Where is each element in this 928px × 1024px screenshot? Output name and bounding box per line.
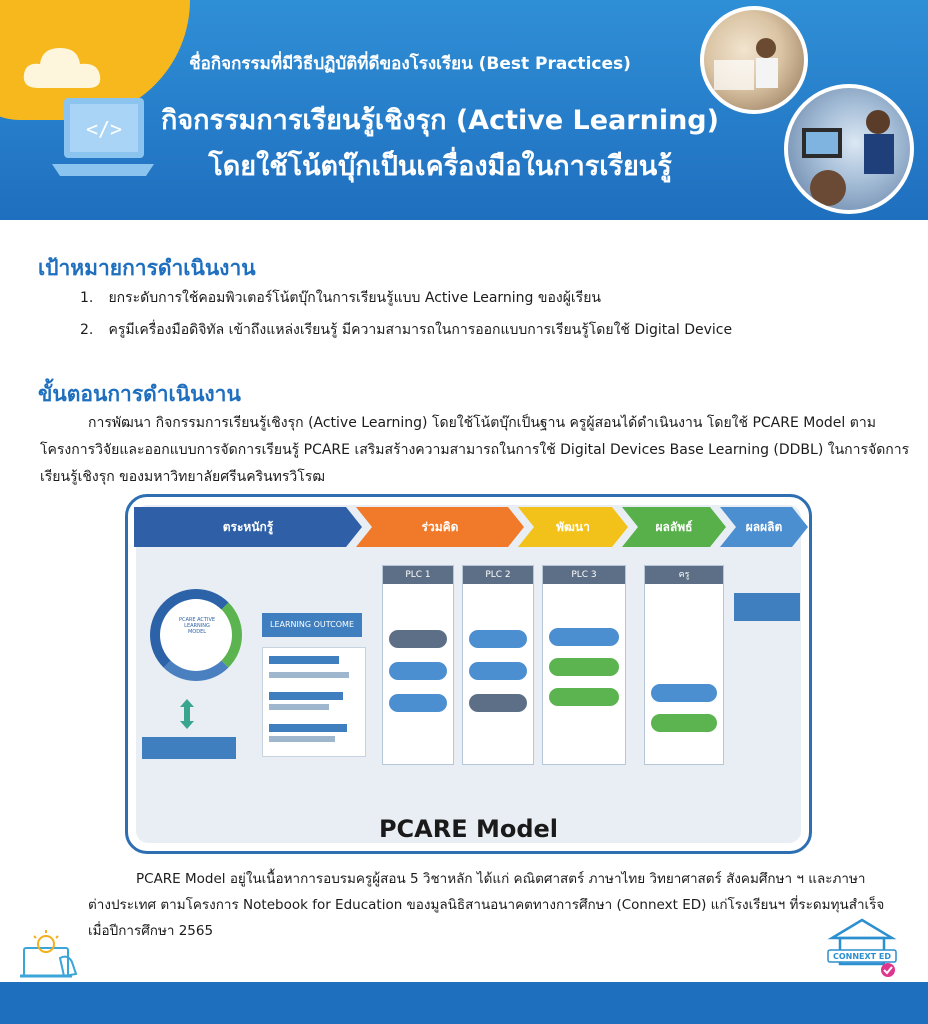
plc-column-2: [462, 565, 534, 765]
steps-heading: ขั้นตอนการดำเนินงาน: [38, 382, 241, 406]
stage-label: ตระหนักรู้: [222, 520, 274, 534]
result-step: [651, 684, 717, 702]
logo-text: CONNEXT ED: [832, 952, 892, 961]
diagram-caption: PCARE Model: [378, 815, 559, 843]
cycle-label: PCARE ACTIVE LEARNING MODEL: [178, 617, 216, 635]
double-arrow-icon: [180, 699, 194, 729]
result-step: [651, 714, 717, 732]
list-number: 1.: [80, 290, 94, 306]
plc-step: [549, 658, 619, 676]
stage-arrow-2: [356, 507, 524, 547]
plc-step: [469, 630, 527, 648]
list-item: [80, 319, 920, 351]
stage-arrow-1: [134, 507, 362, 547]
goals-heading: เป้าหมายการดำเนินงาน: [38, 256, 256, 280]
steps-paragraph: การพัฒนา กิจกรรมการเรียนรู้เชิงรุก (Active Learning) โดยใช้โน้ตบุ๊กเป็นฐาน ครูผู้สอนได้ดำเนินงาน โดยใช้ PCARE Model ตามโครงการวิจัยและออกแบบการจัดการเรียนรู้ PCARE เสริมสร้างความสามารถในการใช้ Digital Devices Base Learning (DDBL) ในการจัดการเรียนรู้เชิงรุก ของมหาวิทยาลัยศรีนครินทรวิโรฒ: [40, 415, 910, 485]
column-header: ครู: [645, 566, 723, 584]
column-header: PLC 2: [463, 566, 533, 584]
goals-list: [80, 287, 920, 351]
column-header: PLC 1: [383, 566, 453, 584]
classroom-photo-2: [784, 84, 914, 214]
lightbulb-laptop-icon: [20, 928, 84, 980]
stage-arrow-5: [720, 507, 808, 547]
header-subtitle: ชื่อกิจกรรมที่มีวิธีปฏิบัติที่ดีของโรงเรียน (Best Practices): [189, 54, 631, 74]
stage-arrow-3: [518, 507, 628, 547]
plc-column-3: [542, 565, 626, 765]
list-item: [80, 287, 920, 319]
outcome-details: [262, 647, 366, 757]
stage-label: พัฒนา: [556, 520, 590, 534]
page-title-line1: กิจกรรมการเรียนรู้เชิงรุก (Active Learning): [161, 105, 719, 136]
stage-label: ร่วมคิด: [421, 520, 459, 534]
plc-step: [389, 662, 447, 680]
plc-step: [549, 688, 619, 706]
connext-ed-logo: [826, 918, 898, 980]
plc-step: [389, 694, 447, 712]
laptop-code-icon: [48, 92, 158, 186]
list-number: 2.: [80, 322, 94, 338]
header-banner: [0, 0, 928, 220]
output-box: [734, 593, 800, 621]
list-text: ยกระดับการใช้คอมพิวเตอร์โน้ตบุ๊กในการเรียนรู้แบบ Active Learning ของผู้เรียน: [108, 290, 601, 306]
plc-step: [469, 662, 527, 680]
stage-label: ผลผลิต: [745, 520, 783, 534]
plc-step: [469, 694, 527, 712]
diagram-box: [142, 737, 236, 759]
stage-label: ผลลัพธ์: [655, 520, 693, 534]
footer-bar: [0, 982, 928, 1024]
plc-column-1: [382, 565, 454, 765]
plc-step: [549, 628, 619, 646]
list-text: ครูมีเครื่องมือดิจิทัล เข้าถึงแหล่งเรียนรู้ มีความสามารถในการออกแบบการเรียนรู้โดยใช้ Digital Device: [108, 322, 733, 338]
page-title-line2: โดยใช้โน้ตบุ๊กเป็นเครื่องมือในการเรียนรู้: [208, 151, 672, 182]
teacher-column: [644, 565, 724, 765]
classroom-photo-1: [700, 6, 808, 114]
pcare-model-diagram: [125, 494, 812, 854]
summary-paragraph: PCARE Model อยู่ในเนื้อหาการอบรมครูผู้สอน 5 วิชาหลัก ได้แก่ คณิตศาสตร์ ภาษาไทย วิทยาศาสตร์ สังคมศึกษา ฯ และภาษาต่างประเทศ ตามโครงการ Notebook for Education ของมูลนิธิสานอนาคตทางการศึกษา (Connext ED) แก่โรงเรียนฯ ที่ระดมทุนสำเร็จ เมื่อปีการศึกษา 2565: [88, 871, 885, 939]
svg-text:</>: </>: [85, 117, 123, 141]
pcare-cycle-graphic: [150, 589, 242, 681]
plc-step: [389, 630, 447, 648]
learning-outcome-box: LEARNING OUTCOME: [262, 613, 362, 637]
stage-arrow-4: [622, 507, 726, 547]
cloud-icon: [18, 38, 108, 98]
column-header: PLC 3: [543, 566, 625, 584]
